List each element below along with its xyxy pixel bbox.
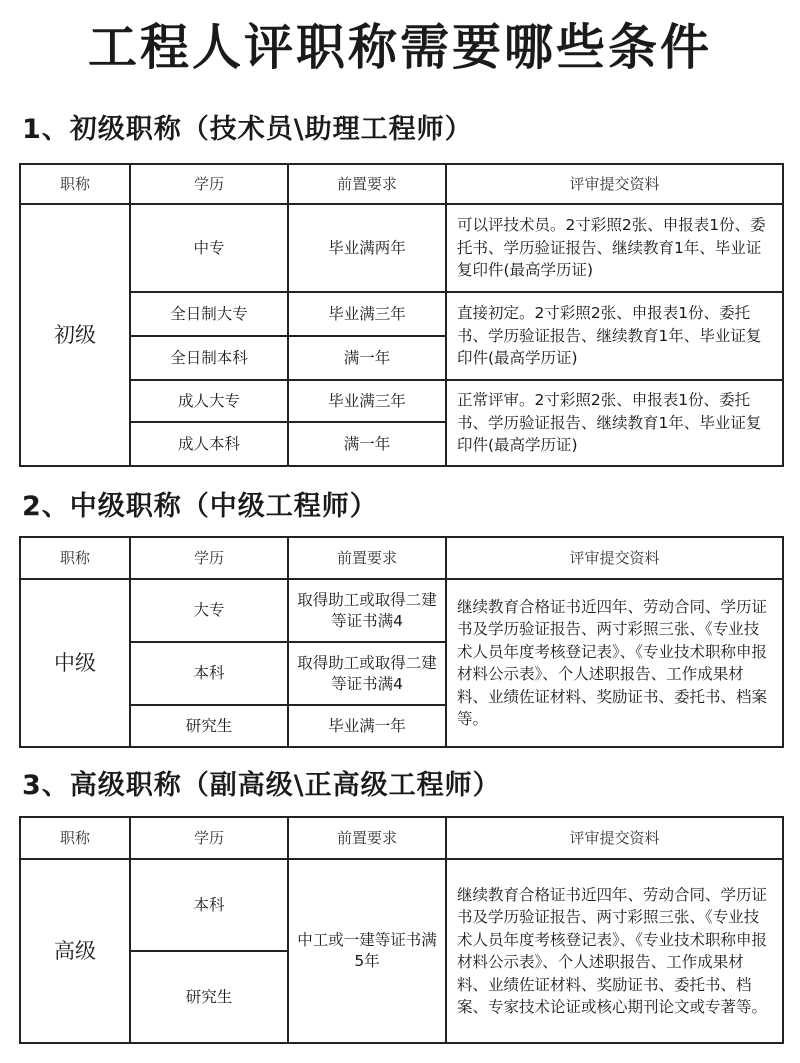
table-row: [20, 380, 783, 422]
junior-title-table: [19, 163, 784, 467]
education-cell: 本科: [130, 859, 288, 951]
prereq-cell: 取得助工或取得二建等证书满4: [288, 642, 446, 705]
header-prereq: 前置要求: [288, 537, 446, 579]
materials-cell: 正常评审。2寸彩照2张、申报表1份、委托书、学历验证报告、继续教育1年、毕业证复印件(最高学历证): [446, 380, 783, 466]
prereq-cell: 满一年: [288, 422, 446, 466]
header-education: 学历: [130, 817, 288, 859]
materials-cell: 继续教育合格证书近四年、劳动合同、学历证书及学历验证报告、两寸彩照三张、《专业技术人员年度考核登记表》、《专业技术职称申报材料公示表》、个人述职报告、工作成果材料、业绩佐证材料、奖励证书、委托书、档案、专家技术论证或核心期刊论文或专著等。: [446, 859, 783, 1043]
level-cell: 初级: [20, 204, 130, 466]
level-cell: 中级: [20, 579, 130, 747]
header-education: 学历: [130, 164, 288, 204]
section-heading-junior: 1、初级职称（技术员\助理工程师）: [22, 114, 473, 145]
prereq-cell: 满一年: [288, 336, 446, 380]
education-cell: 大专: [130, 579, 288, 642]
senior-title-table: [19, 816, 784, 1044]
education-cell: 成人本科: [130, 422, 288, 466]
table-row: [20, 204, 783, 292]
level-cell: 高级: [20, 859, 130, 1043]
page-title: 工程人评职称需要哪些条件: [87, 19, 712, 76]
table-header-row: [20, 164, 783, 204]
education-cell: 研究生: [130, 705, 288, 747]
header-prereq: 前置要求: [288, 164, 446, 204]
header-prereq: 前置要求: [288, 817, 446, 859]
header-materials: 评审提交资料: [446, 164, 783, 204]
prereq-cell: 毕业满三年: [288, 380, 446, 422]
table-row: [20, 579, 783, 642]
materials-cell: 继续教育合格证书近四年、劳动合同、学历证书及学历验证报告、两寸彩照三张、《专业技术人员年度考核登记表》、《专业技术职称申报材料公示表》、个人述职报告、工作成果材料、业绩佐证材料、奖励证书、委托书、档案等。: [446, 579, 783, 747]
education-cell: 成人大专: [130, 380, 288, 422]
table-row: [20, 292, 783, 336]
education-cell: 全日制本科: [130, 336, 288, 380]
header-title: 职称: [20, 164, 130, 204]
prereq-cell: 毕业满一年: [288, 705, 446, 747]
materials-cell: 可以评技术员。2寸彩照2张、申报表1份、委托书、学历验证报告、继续教育1年、毕业证复印件(最高学历证): [446, 204, 783, 292]
prereq-cell: 毕业满三年: [288, 292, 446, 336]
header-education: 学历: [130, 537, 288, 579]
prereq-cell: 毕业满两年: [288, 204, 446, 292]
education-cell: 本科: [130, 642, 288, 705]
header-title: 职称: [20, 537, 130, 579]
header-materials: 评审提交资料: [446, 537, 783, 579]
table-header-row: [20, 537, 783, 579]
education-cell: 全日制大专: [130, 292, 288, 336]
education-cell: 研究生: [130, 951, 288, 1043]
prereq-cell: 取得助工或取得二建等证书满4: [288, 579, 446, 642]
table-header-row: [20, 817, 783, 859]
intermediate-title-table: [19, 536, 784, 748]
table-row: [20, 859, 783, 951]
header-title: 职称: [20, 817, 130, 859]
materials-cell: 直接初定。2寸彩照2张、申报表1份、委托书、学历验证报告、继续教育1年、毕业证复印件(最高学历证): [446, 292, 783, 380]
section-heading-senior: 3、高级职称（副高级\正高级工程师）: [22, 770, 501, 801]
prereq-cell: 中工或一建等证书满5年: [288, 859, 446, 1043]
education-cell: 中专: [130, 204, 288, 292]
section-heading-intermediate: 2、中级职称（中级工程师）: [22, 491, 378, 522]
header-materials: 评审提交资料: [446, 817, 783, 859]
